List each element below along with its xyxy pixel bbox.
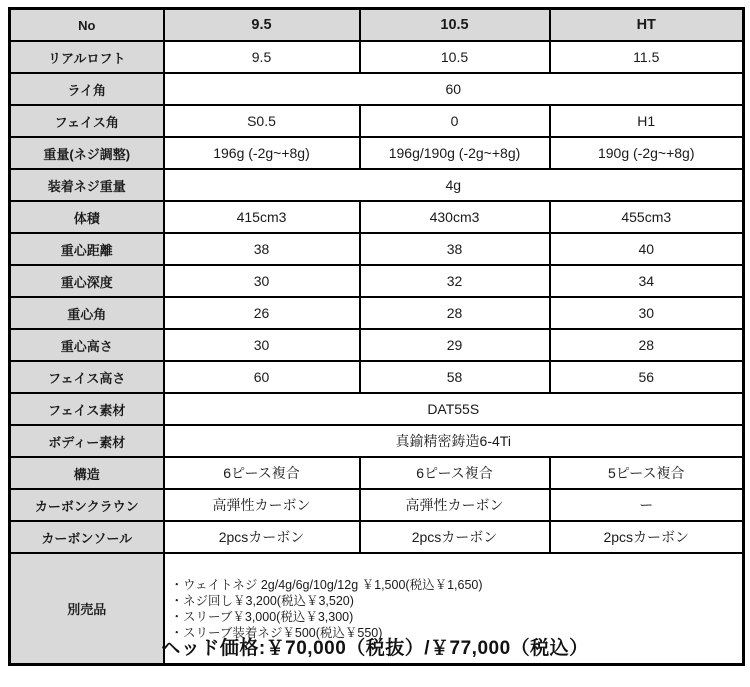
spec-cell: 38: [164, 233, 360, 265]
spec-cell: 10.5: [360, 41, 550, 73]
spec-cell: 高弾性カーボン: [164, 489, 360, 521]
spec-cell-span: 4g: [164, 169, 744, 201]
row-label: リアルロフト: [10, 41, 164, 73]
row-label: フェイス高さ: [10, 361, 164, 393]
spec-cell: 415cm3: [164, 201, 360, 233]
table-row: [10, 521, 744, 553]
row-label: 重心角: [10, 297, 164, 329]
spec-cell: 26: [164, 297, 360, 329]
row-label: カーボンクラウン: [10, 489, 164, 521]
spec-cell: 30: [164, 329, 360, 361]
extras-line: ・ネジ回し￥3,200(税込￥3,520): [170, 593, 354, 608]
table-row: [10, 105, 744, 137]
spec-cell: 32: [360, 265, 550, 297]
spec-cell: 60: [164, 361, 360, 393]
spec-cell: 9.5: [164, 41, 360, 73]
spec-table-header: [10, 9, 744, 42]
table-row: [10, 361, 744, 393]
header-cell-no: No: [10, 9, 164, 42]
spec-cell: 30: [550, 297, 744, 329]
spec-cell: 190g (-2g~+8g): [550, 137, 744, 169]
spec-cell-span: 真鍮精密鋳造6-4Ti: [164, 425, 744, 457]
row-label: 装着ネジ重量: [10, 169, 164, 201]
row-label: 重心距離: [10, 233, 164, 265]
row-label: 重量(ネジ調整): [10, 137, 164, 169]
extras-line: ・スリーブ装着ネジ￥500(税込￥550): [170, 625, 383, 640]
table-row: [10, 457, 744, 489]
spec-cell-span: DAT55S: [164, 393, 744, 425]
spec-table: [8, 7, 745, 666]
spec-table-body: [10, 41, 744, 665]
spec-cell: 40: [550, 233, 744, 265]
spec-cell: 34: [550, 265, 744, 297]
row-label: カーボンソール: [10, 521, 164, 553]
table-row: [10, 137, 744, 169]
spec-cell: 430cm3: [360, 201, 550, 233]
row-label: 重心深度: [10, 265, 164, 297]
table-row: [10, 169, 744, 201]
spec-cell: 6ピース複合: [164, 457, 360, 489]
spec-cell: ー: [550, 489, 744, 521]
table-row: [10, 329, 744, 361]
spec-cell: 196g (-2g~+8g): [164, 137, 360, 169]
spec-cell: 30: [164, 265, 360, 297]
extras-line: ・スリーブ￥3,000(税込￥3,300): [170, 609, 354, 624]
spec-cell: 高弾性カーボン: [360, 489, 550, 521]
table-row: [10, 233, 744, 265]
row-label: 体積: [10, 201, 164, 233]
spec-cell: 455cm3: [550, 201, 744, 233]
spec-cell: 29: [360, 329, 550, 361]
table-row: [10, 393, 744, 425]
row-label: フェイス素材: [10, 393, 164, 425]
extras-line: ・ウェイトネジ 2g/4g/6g/10g/12g ￥1,500(税込￥1,650): [170, 577, 483, 592]
table-row: [10, 41, 744, 73]
head-price-text: ヘッド価格:￥70,000（税抜）/￥77,000（税込）: [161, 638, 589, 659]
table-row: [10, 297, 744, 329]
spec-cell: 38: [360, 233, 550, 265]
row-label: 重心高さ: [10, 329, 164, 361]
table-row: [10, 265, 744, 297]
spec-cell: 56: [550, 361, 744, 393]
row-label: 別売品: [10, 553, 164, 665]
table-row: [10, 489, 744, 521]
spec-cell: 196g/190g (-2g~+8g): [360, 137, 550, 169]
table-row: [10, 425, 744, 457]
spec-cell: 6ピース複合: [360, 457, 550, 489]
spec-cell: 28: [360, 297, 550, 329]
spec-cell: H1: [550, 105, 744, 137]
table-row: [10, 201, 744, 233]
spec-cell: 58: [360, 361, 550, 393]
row-label: フェイス角: [10, 105, 164, 137]
spec-cell: 2pcsカーボン: [550, 521, 744, 553]
spec-cell: 28: [550, 329, 744, 361]
row-label: ライ角: [10, 73, 164, 105]
header-cell-col1: 9.5: [164, 9, 360, 42]
spec-cell: S0.5: [164, 105, 360, 137]
spec-cell: 2pcsカーボン: [360, 521, 550, 553]
header-row: [10, 9, 744, 42]
row-label: ボディー素材: [10, 425, 164, 457]
row-label: 構造: [10, 457, 164, 489]
spec-cell-span: 60: [164, 73, 744, 105]
spec-cell: 2pcsカーボン: [164, 521, 360, 553]
table-row: [10, 73, 744, 105]
spec-cell: 11.5: [550, 41, 744, 73]
spec-cell: 0: [360, 105, 550, 137]
header-cell-col2: 10.5: [360, 9, 550, 42]
spec-cell: 5ピース複合: [550, 457, 744, 489]
header-cell-col3: HT: [550, 9, 744, 42]
